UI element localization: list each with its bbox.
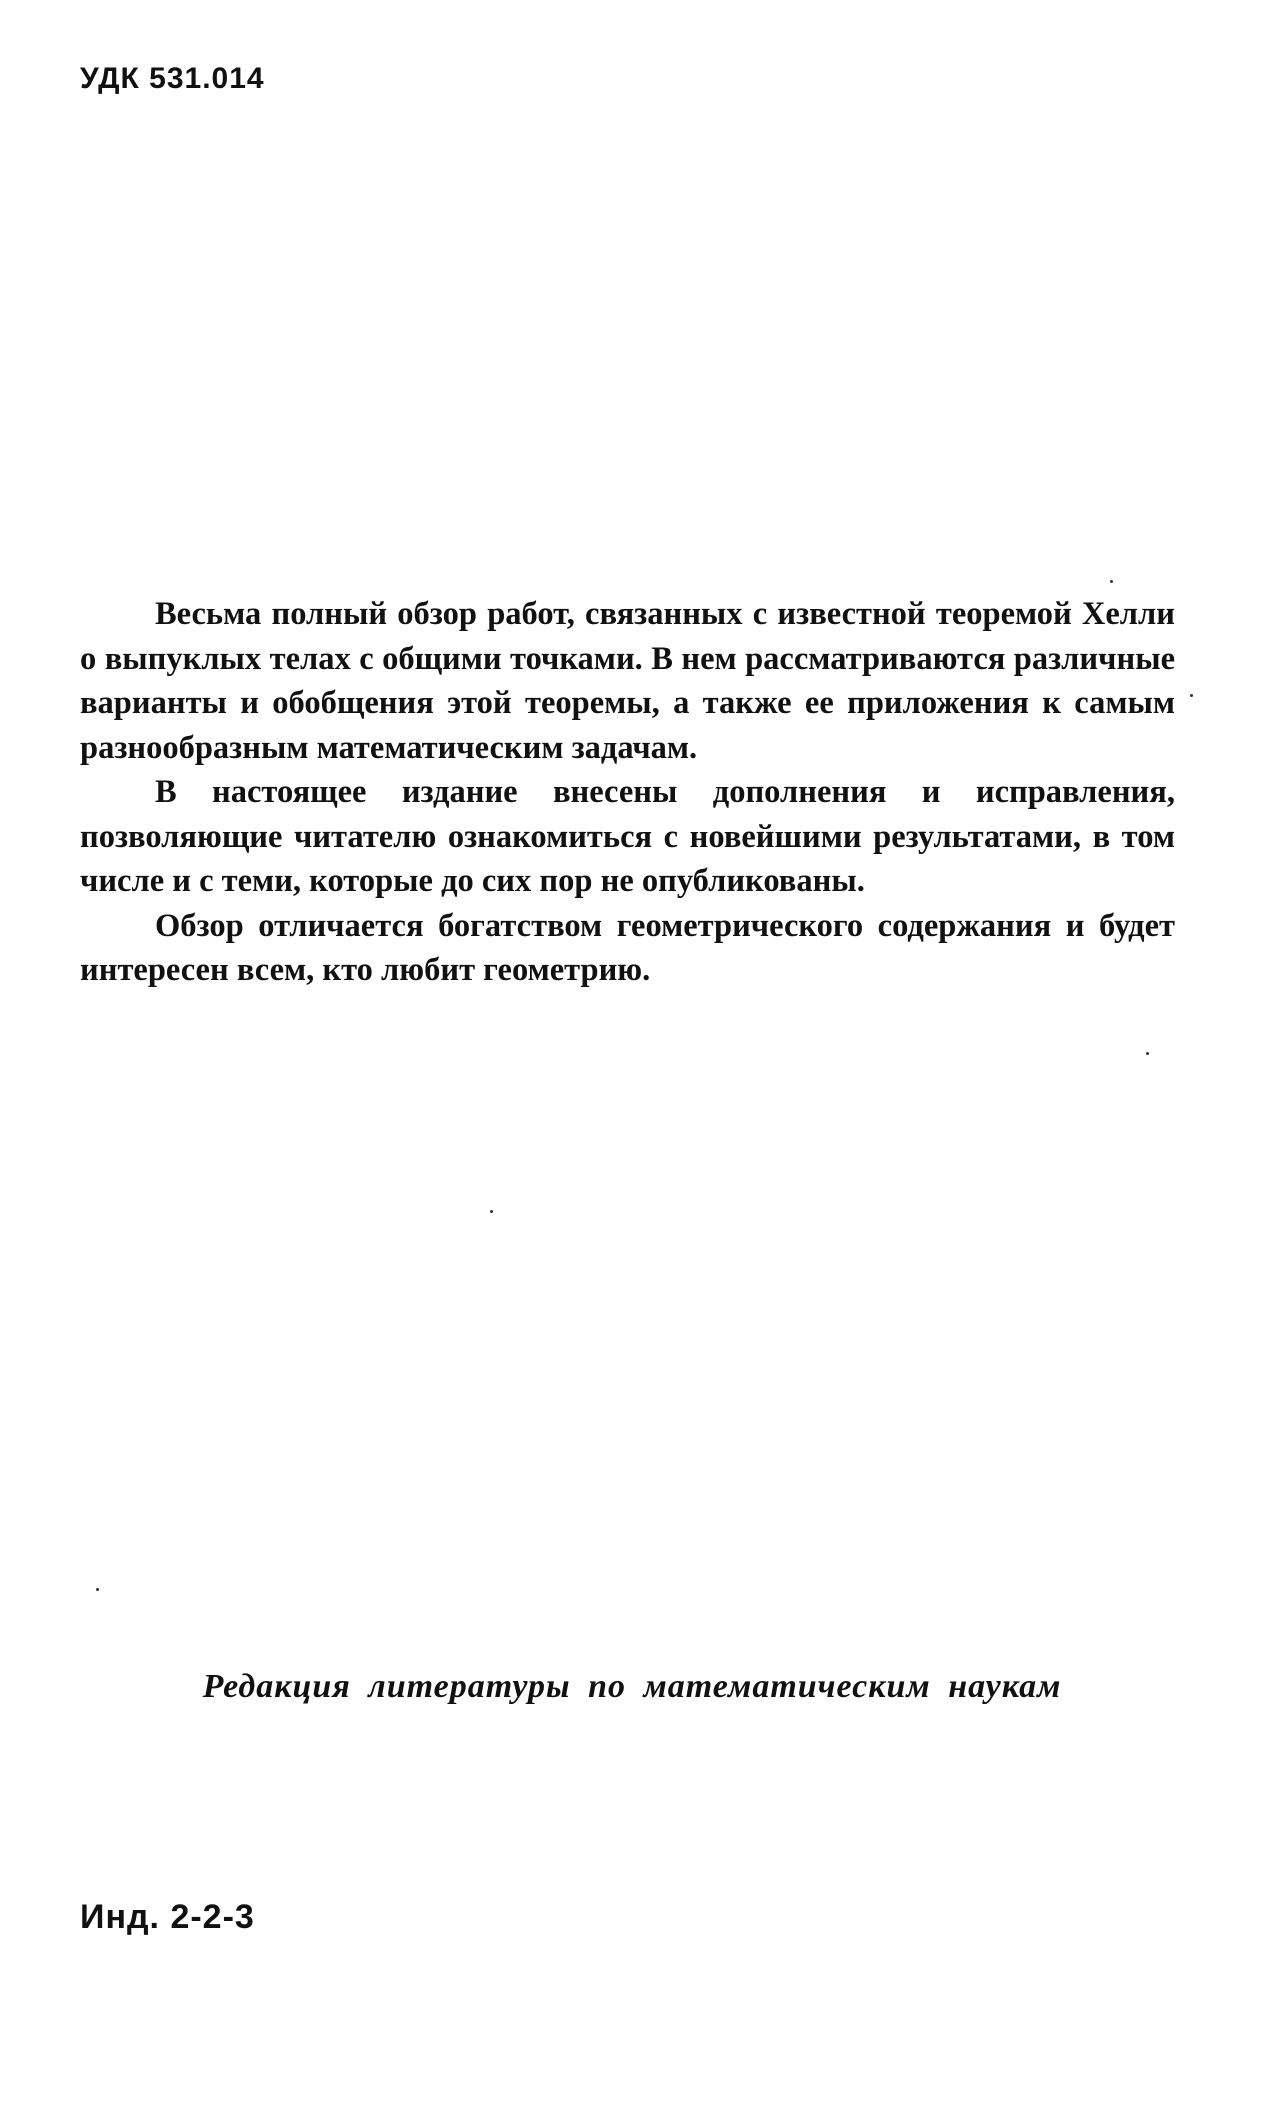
scan-speck bbox=[1110, 580, 1113, 583]
annotation-paragraph-2: В настоящее издание внесены дополнения и исправления, позволяющие читателю ознакомиться с новейшими результатами, в том числе и с теми, которые до сих пор не опубликованы. bbox=[80, 774, 1175, 899]
publication-index: Инд. 2-2-3 bbox=[80, 1898, 255, 1936]
annotation-paragraph-1: Весьма полный обзор работ, связанных с известной теоремой Хелли о выпуклых телах с общими точками. В нем рассматриваются различные варианты и обобщения этой теоремы, а также ее приложения к самым разнообразным математическим задачам. bbox=[80, 596, 1175, 766]
scan-speck bbox=[1190, 694, 1193, 697]
annotation-text bbox=[80, 592, 1175, 993]
scan-speck bbox=[96, 1588, 99, 1591]
udk-code: УДК 531.014 bbox=[80, 62, 265, 95]
scan-speck bbox=[490, 1210, 493, 1213]
editorial-office: Редакция литературы по математическим наукам bbox=[202, 1668, 1062, 1705]
annotation-paragraph-3: Обзор отличается богатством геометрического содержания и будет интересен всем, кто любит геометрию. bbox=[80, 907, 1175, 988]
scan-speck bbox=[1146, 1052, 1149, 1055]
